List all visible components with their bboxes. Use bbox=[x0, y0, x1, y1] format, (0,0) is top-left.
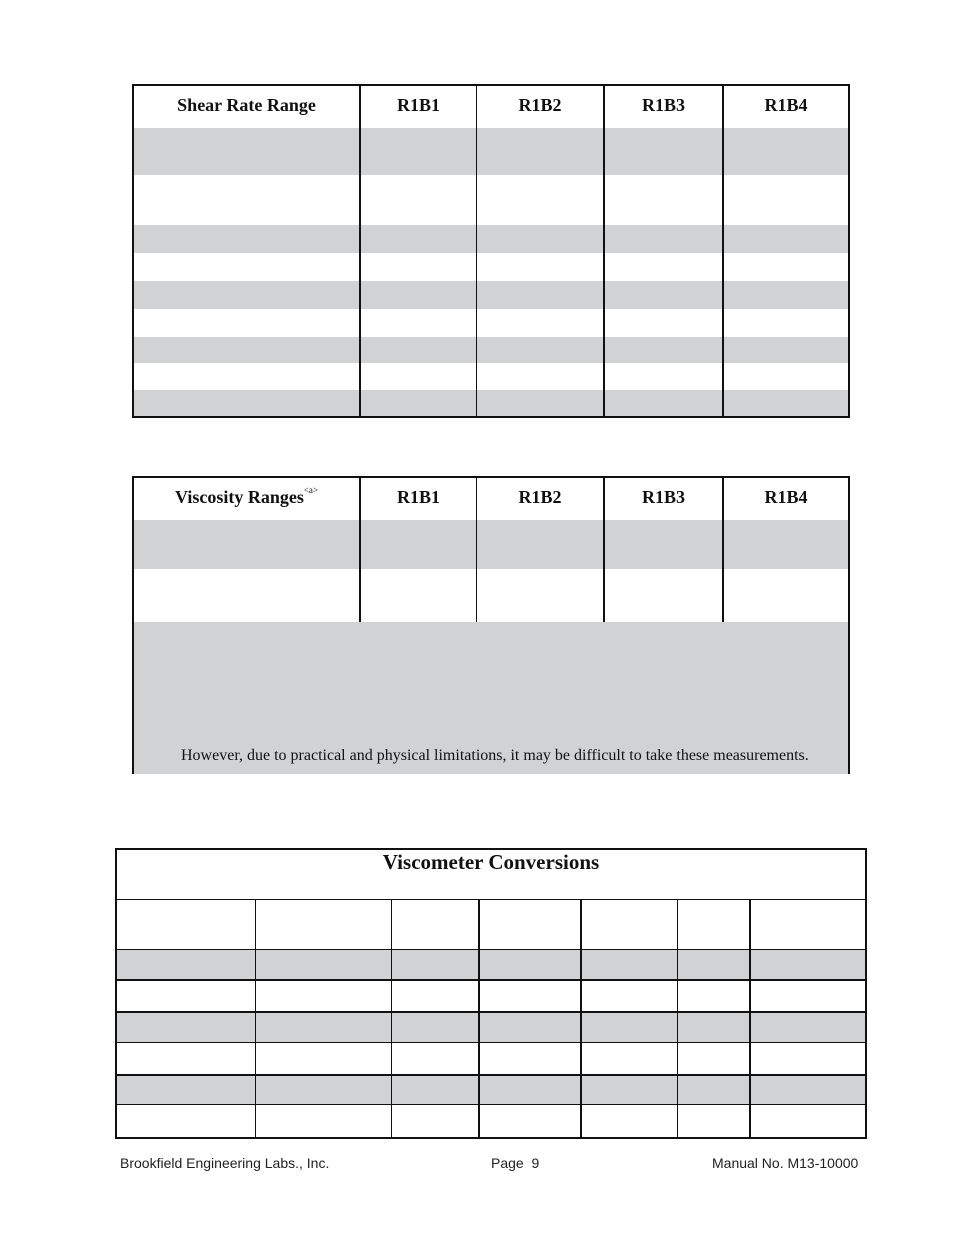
conversion-row-band bbox=[117, 1075, 865, 1104]
shear-table-divider bbox=[722, 84, 724, 418]
conversion-row-rule bbox=[115, 1074, 867, 1076]
shear-row-band bbox=[134, 390, 848, 417]
conversions-title: Viscometer Conversions bbox=[382, 850, 600, 874]
footer-company: Brookfield Engineering Labs., Inc. bbox=[120, 1155, 330, 1171]
conversion-col-divider bbox=[677, 899, 678, 1139]
viscosity-header-r1b1: R1B1 bbox=[396, 487, 440, 507]
footnote-marker: <a> bbox=[303, 485, 318, 495]
viscosity-header-r1b4: R1B4 bbox=[764, 487, 808, 507]
viscosity-note: However, due to practical and physical limitations, it may be difficult to take these measurements. bbox=[181, 747, 809, 764]
conversion-col-divider bbox=[580, 899, 582, 1139]
viscosity-table-border bbox=[848, 476, 850, 774]
shear-header-r1b4: R1B4 bbox=[764, 95, 808, 115]
shear-header-r1b3: R1B3 bbox=[641, 95, 685, 115]
conversion-table-border bbox=[865, 848, 867, 1139]
shear-table-top-border bbox=[132, 84, 850, 86]
viscosity-header-r1b3: R1B3 bbox=[641, 487, 685, 507]
shear-table-divider bbox=[476, 84, 477, 418]
viscosity-header-text: Viscosity Ranges bbox=[175, 487, 304, 507]
conversion-row-rule bbox=[115, 1104, 867, 1105]
viscosity-header-r1b2: R1B2 bbox=[518, 487, 562, 507]
viscosity-row-band bbox=[134, 520, 848, 569]
conversion-col-divider bbox=[749, 899, 751, 1139]
footer-manual-number: Manual No. M13-10000 bbox=[712, 1155, 859, 1171]
shear-row-band bbox=[134, 281, 848, 309]
conversion-row-band bbox=[117, 950, 865, 979]
footer-page-number: Page 9 bbox=[491, 1155, 540, 1171]
conversion-row-rule bbox=[115, 1011, 867, 1013]
conversion-row-rule bbox=[115, 979, 867, 981]
shear-row-band bbox=[134, 128, 848, 175]
conversion-col-divider bbox=[255, 899, 256, 1139]
conversion-row-rule bbox=[115, 949, 867, 950]
shear-header-r1b2: R1B2 bbox=[518, 95, 562, 115]
conversion-table-bottom-border bbox=[115, 1137, 867, 1139]
shear-header-label: Shear Rate Range bbox=[177, 95, 316, 115]
shear-header-r1b1: R1B1 bbox=[396, 95, 440, 115]
viscosity-table-top-border bbox=[132, 476, 850, 478]
viscosity-header-label bbox=[134, 487, 359, 508]
shear-table-border bbox=[132, 84, 134, 418]
shear-table-border bbox=[848, 84, 850, 418]
conversion-col-divider bbox=[478, 899, 480, 1139]
shear-table-divider bbox=[359, 84, 361, 418]
shear-row-band bbox=[134, 337, 848, 363]
conversion-row-rule bbox=[115, 1042, 867, 1043]
conversion-row-band bbox=[117, 1013, 865, 1042]
viscosity-table-border bbox=[132, 476, 134, 774]
shear-table-divider bbox=[603, 84, 605, 418]
shear-table-bottom-border bbox=[132, 416, 850, 418]
conversion-table-border bbox=[115, 848, 117, 1139]
conversion-row-rule bbox=[115, 899, 867, 900]
shear-row-band bbox=[134, 225, 848, 253]
conversion-col-divider bbox=[391, 899, 392, 1139]
